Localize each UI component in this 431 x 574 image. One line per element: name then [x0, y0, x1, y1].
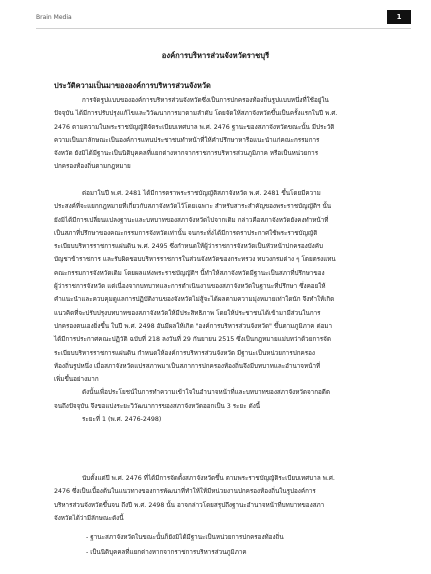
paragraph-line: จังหวัด ยังมิได้มีฐานะเป็นนิติบุคคลที่แยกต่างหากจากราชการบริหารส่วนภูมิภาค หรือเป็นหน่วยการ	[54, 150, 319, 158]
paragraph-line: ยังมิได้มีการเปลี่ยนแปลงฐานะและบทบาทของสภาจังหวัดไปจากเดิม กล่าวคือสภาจังหวัดยังคงทำหน้าที่	[54, 216, 329, 224]
paragraph-line: บริหารส่วนจังหวัดขึ้นจน ถึงปี พ.ศ. 2498 นั้น อาจกล่าวโดยสรุปถึงฐานะอำนาจหน้าที่บทบาทของสภา	[54, 501, 325, 509]
paragraph-line: จังหวัดได้ว่ามีลักษณะดังนี้	[54, 514, 124, 522]
period-heading: ระยะที่ 1 (พ.ศ. 2476-2498)	[82, 416, 162, 424]
page-header	[36, 12, 411, 29]
paragraph-line: บัญชาข้าราชการ และรับผิดชอบบริหารราชการในส่วนจังหวัดของกระทรวง ทบวงกรมต่าง ๆ โดยตรงแทน	[54, 256, 336, 264]
paragraph-line: 2476 ซึ่งเป็นเบื้องต้นในแนวทางของการพัฒนาที่ทำให้ให้มีหน่วยงานปกครองท้องถิ่นในรูปองค์การ	[54, 488, 316, 496]
bullet-item: - เป็นนิติบุคคลที่แยกต่างหากจากราชการบริหารส่วนภูมิภาค	[86, 549, 247, 556]
brand-label: Brain Media	[36, 14, 72, 21]
paragraph-line: คำแนะนำและควบคุมดูแลการปฏิบัติงานของจังหวัดไม่สู้จะได้ผลตามความมุ่งหมายเท่าใดนัก จึงทำให้เกิด	[54, 296, 335, 304]
paragraph-line: จนถึงปัจจุบัน จึงขอแบ่งระยะวิวัฒนาการของสภาจังหวัดออกเป็น 3 ระยะ ดังนี้	[54, 402, 261, 410]
paragraph-line: แนวคิดที่จะปรับปรุงบทบาทของสภาจังหวัดให้มีประสิทธิภาพ โดยให้ประชาชนได้เข้ามามีส่วนในการ	[54, 309, 321, 317]
bullet-item: - ฐานะสภาจังหวัดในขณะนั้นก็ยังมิได้มีฐานะเป็นหน่วยการปกครองท้องถิ่น	[86, 534, 284, 541]
paragraph-line: 2476 ตามความในพระราชบัญญัติจัดระเบียบเทศบาล พ.ศ. 2476 ฐานะของสภาจังหวัดขณะนั้น มีประวัติ	[54, 123, 335, 131]
paragraph-line: ปกครองท้องถิ่นตามกฎหมาย	[54, 163, 131, 171]
paragraph-line: ประสงค์ที่จะแยกกฎหมายที่เกี่ยวกับสภาจังหวัดไว้โดยเฉพาะ สำหรับสาระสำคัญของพระราชบัญญัติฯ นั้น	[54, 203, 332, 211]
paragraph-line: คณะกรรมการจังหวัดเดิม โดยผลแห่งพระราชบัญญัติฯ นี้ทำให้สภาจังหวัดมีฐานะเป็นสภาที่ปรึกษาของ	[54, 269, 325, 277]
paragraph-line: ระเบียบบริหารราชการแผ่นดิน กำหนดให้องค์การบริหารส่วนจังหวัด มีฐานะเป็นหน่วยการปกครอง	[54, 349, 315, 357]
paragraph-line: เพิ่มขึ้นอย่างมาก	[54, 376, 99, 384]
paragraph-line: ต่อมาในปี พ.ศ. 2481 ได้มีการตราพระราชบัญญัติสภาจังหวัด พ.ศ. 2481 ขึ้นโดยมีความ	[82, 190, 321, 197]
section-title: ประวัติความเป็นมาขององค์การบริหารส่วนจังหวัด	[54, 81, 211, 90]
paragraph-line: ท้องถิ่นรูปหนึ่ง เมื่อสภาจังหวัดแปรสภาพมาเป็นสภาการปกครองท้องถิ่นจึงมีบทบาทและอำนาจหน้าที่	[54, 362, 321, 370]
paragraph-4	[54, 472, 384, 525]
page-number-badge: 1	[387, 10, 411, 24]
paragraph-line: ดังนั้นเพื่อประโยชน์ในการทำความเข้าใจในอำนาจหน้าที่และบทบาทของสภาจังหวัดจากอดีต	[82, 389, 330, 397]
document-title: องค์การบริหารส่วนจังหวัดราชบุรี	[161, 51, 270, 60]
paragraph-line: ปัจจุบัน ได้มีการปรับปรุงแก้ไขและวิวัฒนาการมาตามลำดับ โดยจัดให้สภาจังหวัดขึ้นเป็นครั้งแรกในปี พ.ศ.	[54, 110, 338, 118]
paragraph-2	[54, 187, 384, 426]
paragraph-line: เป็นสภาที่ปรึกษาของคณะกรรมการจังหวัดเท่านั้น จนกระทั่งได้มีการตราประกาศใช้พระราชบัญญัติ	[54, 229, 318, 237]
paragraph-line: นับตั้งแต่ปี พ.ศ. 2476 ที่ได้มีการจัดตั้งสภาจังหวัดขึ้น ตามพระราชบัญญัติระเบียบเทศบาล พ.ศ.	[82, 475, 335, 482]
paragraph-line: ระเบียบบริหารราชการแผ่นดิน พ.ศ. 2495 ซึ่งกำหนดให้ผู้ว่าราชการจังหวัดเป็นหัวหน้าปกครองบังคับ	[54, 243, 323, 251]
paragraph-line: ได้มีการประกาศคณะปฏิวัติ ฉบับที่ 218 ลงวันที่ 29 กันยายน 2515 ซึ่งเป็นกฎหมายแม่บทว่าด้วยการจัด	[54, 336, 331, 344]
paragraph-line: ปกครองตนเองยิ่งขึ้น ในปี พ.ศ. 2498 อันมีผลให้เกิด "องค์การบริหารส่วนจังหวัด" ขึ้นตามภูมิภาค ต่อมา	[54, 322, 333, 330]
paragraph-line: ผู้ว่าราชการจังหวัด แต่เนื่องจากบทบาทและการดำเนินงานของสภาจังหวัดในฐานะที่ปรึกษา ซึ่งคอยให้	[54, 283, 326, 291]
bullet-list	[86, 530, 284, 560]
paragraph-line: การจัดรูปแบบขององค์การบริหารส่วนจังหวัดซึ่งเป็นการปกครองท้องถิ่นรูปแบบหนึ่งที่ใช้อยู่ใน	[82, 97, 329, 104]
paragraph-line: ความเป็นมาลักษณะเป็นองค์การแทนประชาชนทำหน้าที่ให้คำปรึกษาหารือแนะนำแก่คณะกรรมการ	[54, 136, 320, 144]
paragraph-1	[54, 94, 384, 174]
